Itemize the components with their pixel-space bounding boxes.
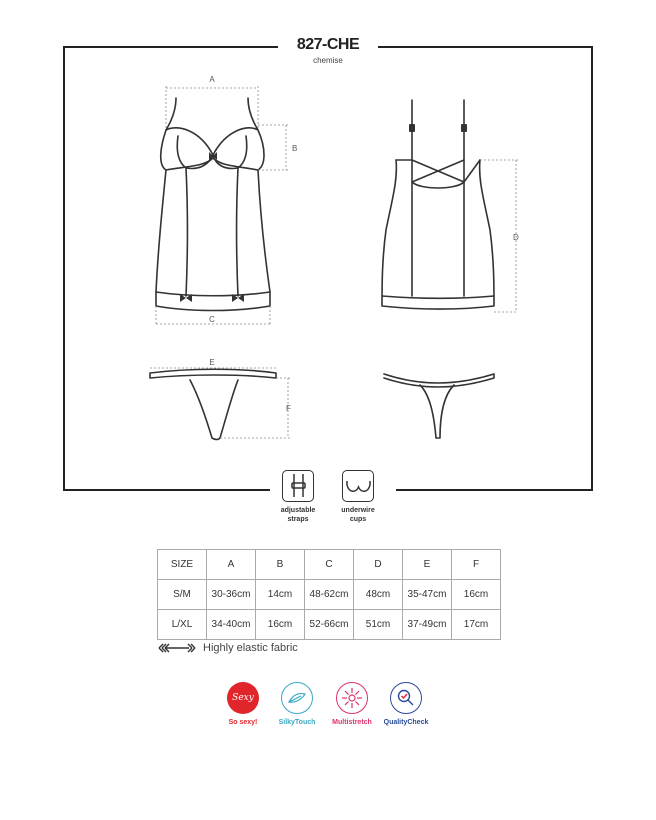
dimension-f-label: F (286, 404, 291, 413)
badge-label: QualityCheck (383, 719, 429, 726)
thong-back-drawing (384, 374, 494, 438)
chemise-back-drawing (382, 100, 494, 309)
feature-label-line2: straps (287, 516, 309, 523)
feature-underwire-cups (328, 470, 388, 524)
table-cell: 17cm (452, 610, 501, 640)
table-header-cell: A (207, 550, 256, 580)
feather-icon (281, 682, 313, 714)
fabric-note-text: Highly elastic fabric (203, 642, 298, 654)
table-cell: 48cm (354, 580, 403, 610)
table-header-cell: D (354, 550, 403, 580)
table-cell: 16cm (256, 610, 305, 640)
stretch-arrow-icon (157, 643, 197, 653)
table-header-cell: B (256, 550, 305, 580)
product-code: 827-CHE (296, 36, 360, 53)
size-table (157, 549, 501, 640)
dimension-c-label: C (209, 315, 215, 324)
badge-so-sexy (213, 682, 273, 726)
table-cell: 48-62cm (305, 580, 354, 610)
dimension-d-label: D (513, 233, 519, 242)
dimension-e-label: E (209, 358, 215, 367)
badge-multistretch (322, 682, 382, 726)
badge-label: So sexy! (228, 719, 258, 726)
table-row (158, 580, 501, 610)
fabric-note (157, 642, 298, 654)
product-type: chemise (313, 56, 343, 65)
dimension-a-label: A (209, 75, 215, 84)
chemise-front-drawing (156, 98, 270, 311)
badge-label: Multistretch (332, 719, 372, 726)
table-cell: S/M (158, 580, 207, 610)
table-header-cell: E (403, 550, 452, 580)
table-cell: 34-40cm (207, 610, 256, 640)
table-header-cell: SIZE (158, 550, 207, 580)
sexy-icon: Sexy (227, 682, 259, 714)
multistretch-icon (336, 682, 368, 714)
thong-front-drawing (150, 369, 276, 439)
badge-label: SilkyTouch (278, 719, 316, 726)
feature-label-line2: cups (349, 516, 367, 523)
table-cell: 51cm (354, 610, 403, 640)
table-cell: 14cm (256, 580, 305, 610)
table-row (158, 610, 501, 640)
table-cell: 35-47cm (403, 580, 452, 610)
table-cell: 16cm (452, 580, 501, 610)
magnifier-check-icon (390, 682, 422, 714)
table-header-cell: C (305, 550, 354, 580)
table-header-cell: F (452, 550, 501, 580)
strap-adjuster-left-icon (409, 124, 415, 132)
table-cell: L/XL (158, 610, 207, 640)
adjustable-straps-icon (282, 470, 314, 502)
feature-adjustable-straps (268, 470, 328, 524)
feature-label-line1: underwire (341, 507, 375, 514)
dimension-b-label: B (292, 144, 298, 153)
strap-adjuster-right-icon (461, 124, 467, 132)
table-cell: 30-36cm (207, 580, 256, 610)
feature-label-line1: adjustable (280, 507, 316, 514)
table-cell: 37-49cm (403, 610, 452, 640)
table-header-row (158, 550, 501, 580)
underwire-cups-icon (342, 470, 374, 502)
badge-silky-touch (267, 682, 327, 726)
table-cell: 52-66cm (305, 610, 354, 640)
badge-quality-check (376, 682, 436, 726)
